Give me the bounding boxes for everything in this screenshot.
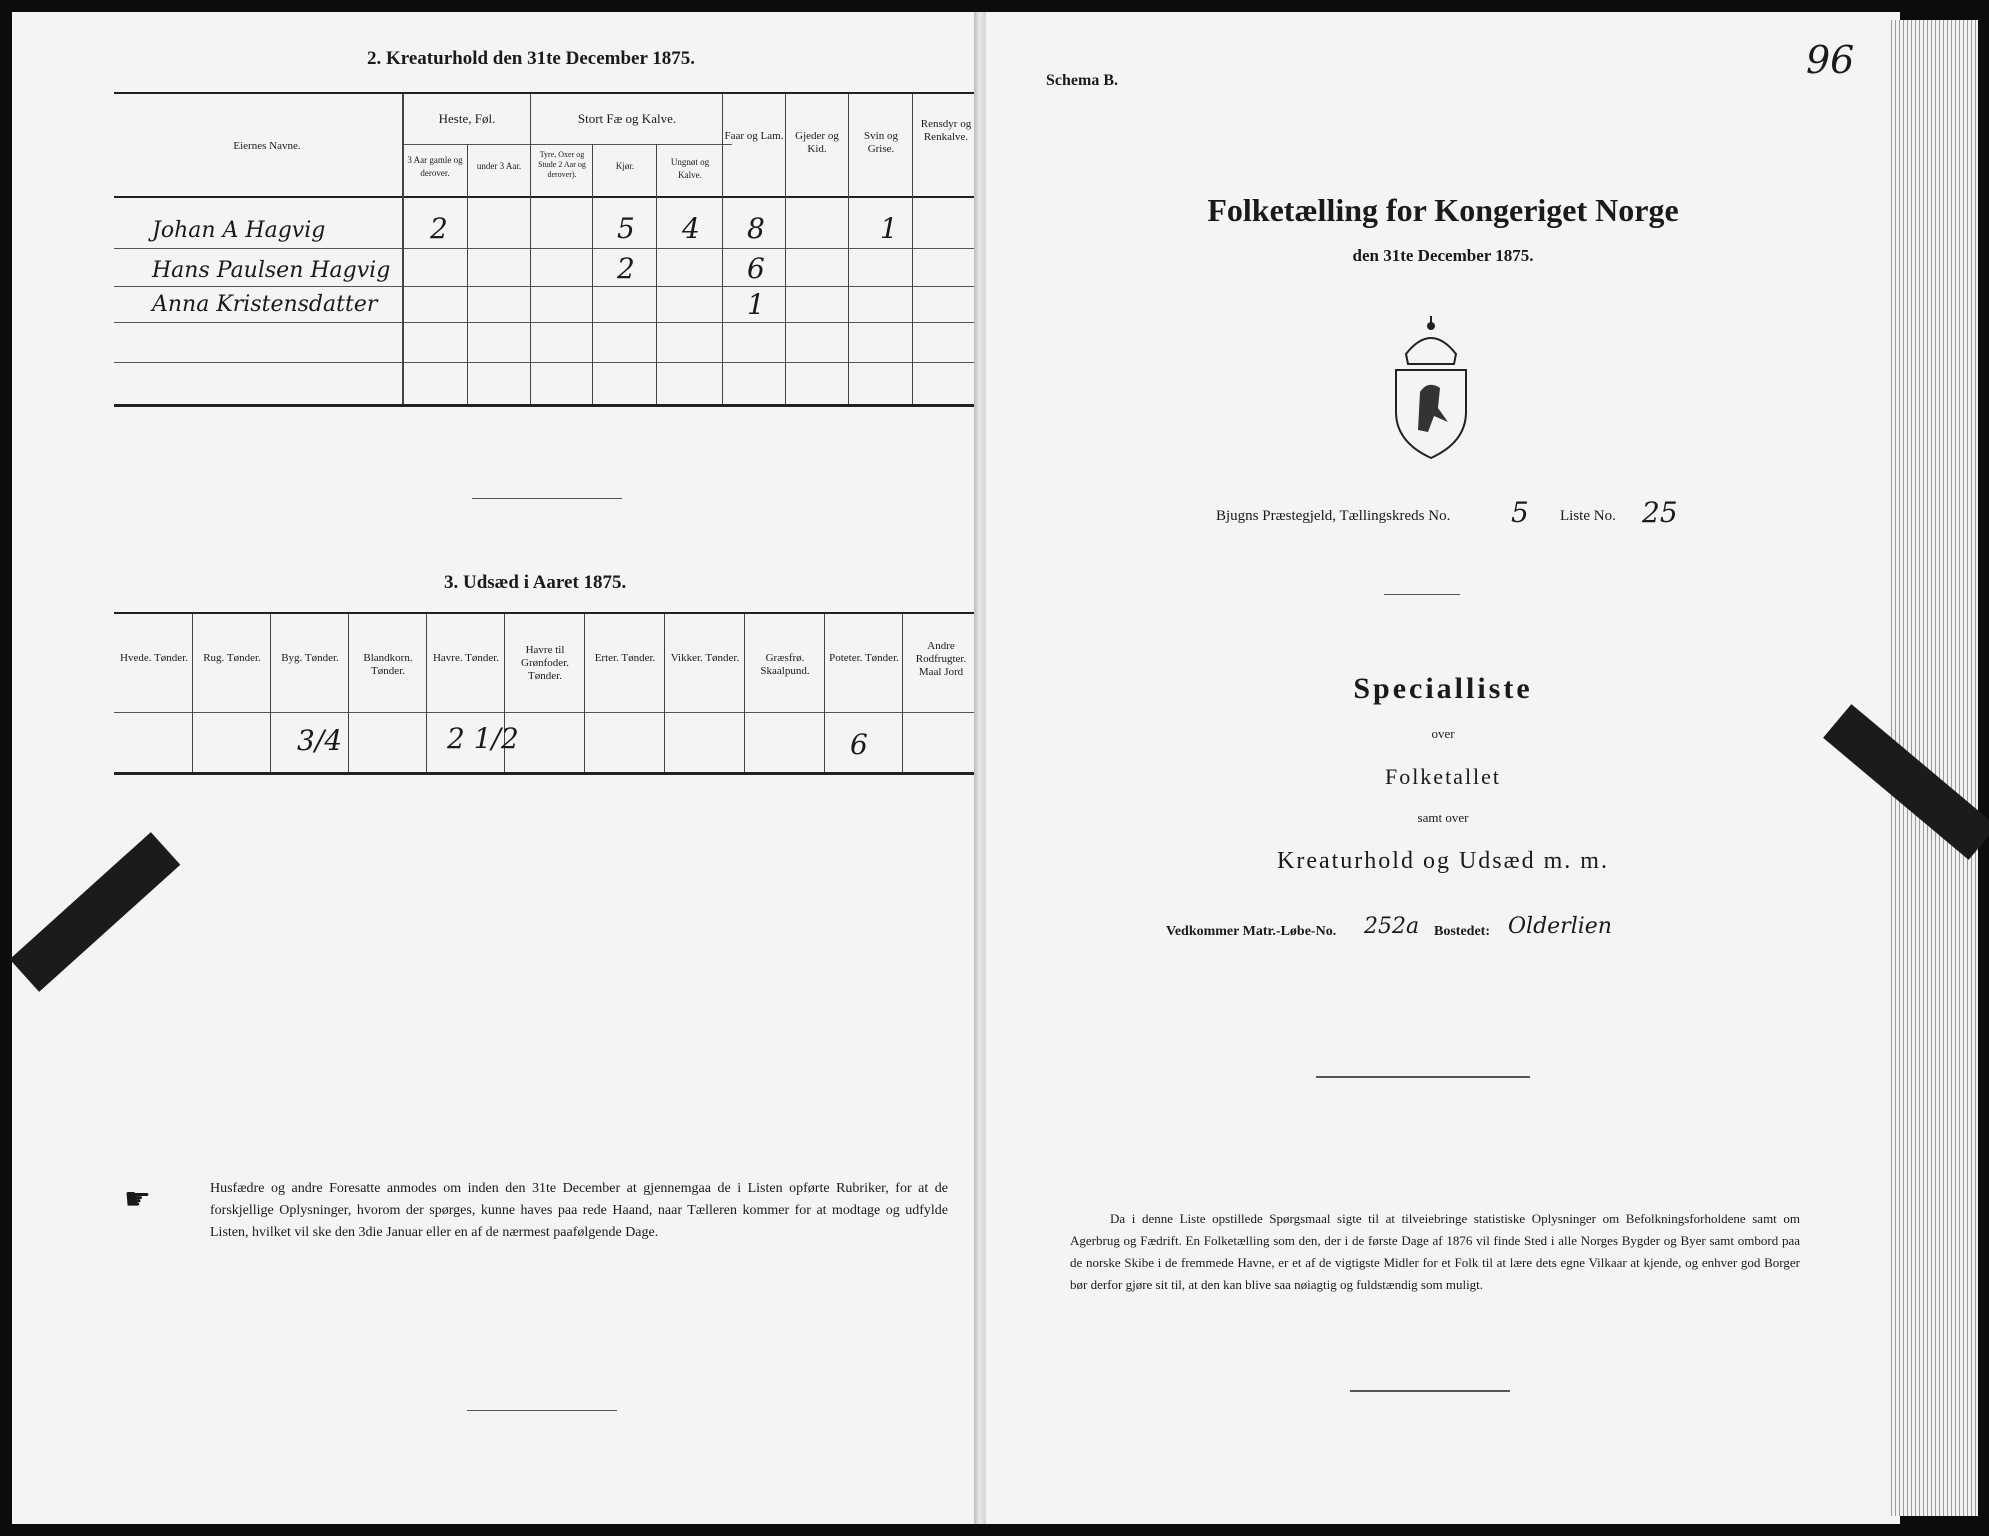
row2-sheep: 6 (747, 252, 765, 285)
owner-1: Johan A Hagvig (152, 218, 326, 243)
seed-header-wheat: Hvede. Tønder. (120, 652, 188, 664)
header-cows: Kjør. (615, 161, 635, 171)
header-reindeer: Rensdyr og Renkalve. (920, 118, 972, 143)
row1-pigs: 1 (880, 212, 898, 245)
header-bulls-oxen: Tyre, Oxer og Stude 2 Aar og derover). (538, 150, 586, 179)
page-number: 96 (1806, 38, 1855, 82)
row1-horses: 2 (430, 212, 448, 245)
kreaturhold-text: Kreaturhold og Udsæd m. m. (1277, 848, 1609, 874)
right-page (986, 12, 1900, 1524)
seed-header-oats: Havre. Tønder. (432, 652, 500, 664)
samt-over-text: samt over (1417, 810, 1469, 825)
row1-young: 4 (682, 212, 700, 245)
seed-header-grass: Græsfrø. Skaalpund. (760, 652, 810, 677)
row1-sheep: 8 (747, 212, 765, 245)
header-cattle: Stort Fæ og Kalve. (577, 111, 677, 126)
liste-number: 25 (1642, 496, 1678, 529)
row2-cows: 2 (617, 252, 635, 285)
seed-value-barley: 3/4 (297, 724, 343, 757)
header-horses: Heste, Føl. (438, 111, 496, 126)
census-date: den 31te December 1875. (1352, 246, 1534, 265)
seed-header-rye: Rug. Tønder. (203, 652, 261, 664)
coat-of-arms-icon (1376, 312, 1486, 462)
seed-value-oats: 2 1/2 (447, 722, 519, 755)
seed-header-mixed: Blandkorn. Tønder. (363, 652, 413, 677)
over-text: over (1431, 726, 1455, 741)
matr-number: 252a (1364, 914, 1420, 939)
seed-value-potatoes: 6 (850, 728, 868, 761)
seed-header-vetch: Vikker. Tønder. (670, 652, 740, 664)
left-page (12, 12, 978, 1524)
header-owner: Eiernes Navne. (233, 140, 301, 152)
row1-cows: 5 (617, 212, 635, 245)
header-horses-3plus: 3 Aar gamle og derover. (407, 155, 463, 178)
kreds-number: 5 (1511, 496, 1529, 529)
header-pigs: Svin og Grise. (864, 130, 898, 155)
separator (472, 498, 622, 499)
seed-header-barley: Byg. Tønder. (281, 652, 339, 664)
main-title: Folketælling for Kongeriget Norge (1207, 192, 1679, 228)
header-horses-under3: under 3 Aar. (476, 161, 522, 171)
section3-title: 3. Udsæd i Aaret 1875. (444, 572, 627, 593)
schema-label: Schema B. (1046, 72, 1118, 89)
specialliste-heading: Specialliste (1353, 672, 1533, 705)
header-young-cattle: Ungnøt og Kalve. (670, 157, 710, 180)
seed-header-peas: Erter. Tønder. (594, 652, 656, 664)
owner-3: Anna Kristensdatter (152, 292, 378, 317)
seed-header-oats-fodder: Havre til Grønfoder. Tønder. (521, 644, 569, 682)
seed-header-roots: Andre Rodfrugter. Maal Jord (915, 640, 967, 678)
liste-label: Liste No. (1560, 508, 1616, 524)
notice-text: Husfædre og andre Foresatte anmodes om inden den 31te December at gjennemgaa de i Listen opførte Rubriker, for at de forskjellige Oplysninger, hvorom der spørges, kunne haves paa rede Haand, naar Tælleren kommer for at modtage og udfylde Listen, hvilket vil ske den 3die Januar eller en af de nærmest paafølgende Dage. (210, 1181, 948, 1240)
table-bottom-rule (114, 404, 978, 407)
seed-header-potatoes: Poteter. Tønder. (829, 652, 899, 664)
header-goats: Gjeder og Kid. (795, 130, 839, 155)
end-rule (467, 1410, 617, 1411)
pointing-hand-icon: ☛ (124, 1183, 151, 1216)
parish-prefix: Bjugns Præstegjeld, Tællingskreds No. (1216, 508, 1451, 524)
row3-sheep: 1 (747, 288, 765, 321)
bosted-label: Bostedet: (1434, 924, 1490, 939)
owner-2: Hans Paulsen Hagvig (152, 258, 391, 283)
section2-title: 2. Kreaturhold den 31te December 1875. (367, 48, 696, 69)
matr-label: Vedkommer Matr.-Løbe-No. (1166, 924, 1337, 939)
header-sheep: Faar og Lam. (724, 130, 784, 142)
folketallet-text: Folketallet (1384, 764, 1502, 789)
bosted-value: Olderlien (1508, 914, 1612, 939)
footer-text: Da i denne Liste opstillede Spørgsmaal sigte til at tilveiebringe statistiske Oplysninger om Befolkningsforholdene samt om Agerbrug og Fædrift. En Folketælling som den, der i de første Dage af 1876 vil finde Sted i alle Norges Bygder og Byer samt ombord paa de norske Skibe i de fremmede Havne, er et af de vigtigste Midler for et Folk til at lære dets egne Vilkaar at kjende, og enhver god Borger bør derfor gjøre sit til, at den kan blive saa nøiagtig og fuldstændig som muligt. (1070, 1211, 1800, 1292)
